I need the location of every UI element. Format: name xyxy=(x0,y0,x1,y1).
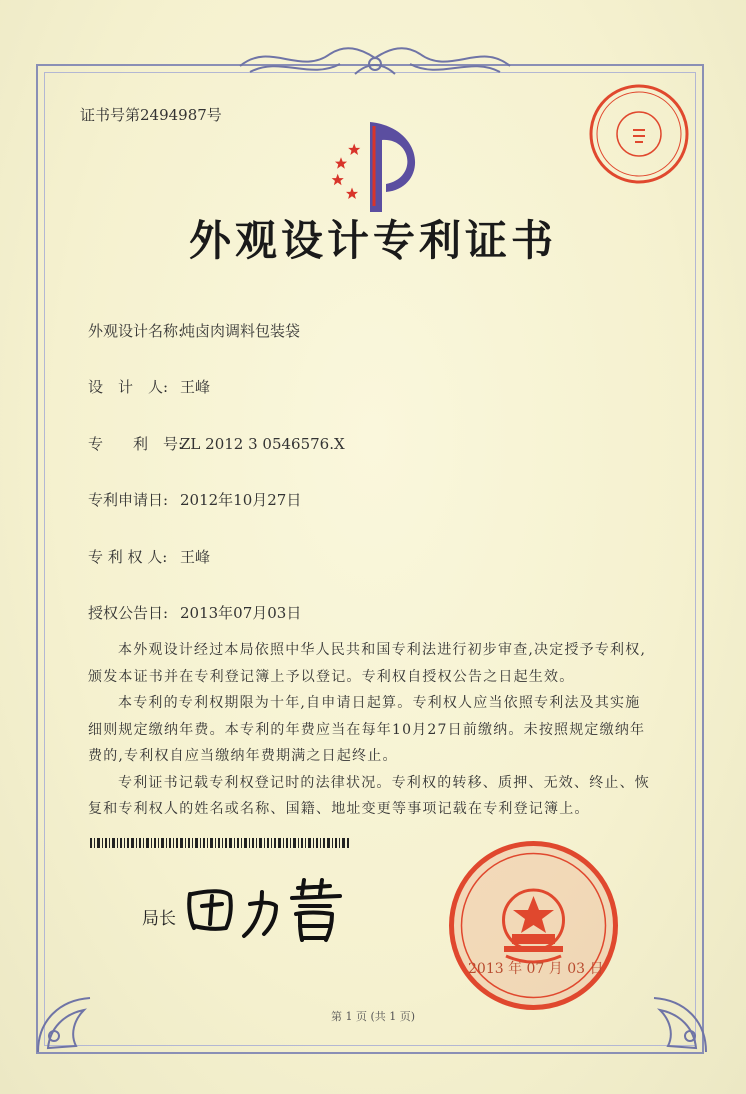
seal-date: 2013 年 07 月 03 日 xyxy=(468,961,604,977)
official-seal xyxy=(446,838,621,1013)
page-number: 第 1 页 (共 1 页) xyxy=(330,1010,416,1023)
certificate-title: 外观设计专利证书 xyxy=(188,216,557,265)
field-value: 2013年07月03日 xyxy=(180,604,302,622)
field-label: 设 计 人: xyxy=(88,378,169,396)
body-paragraph: 本专利的专利权期限为十年,自申请日起算。专利权人应当依照专利法及其实施细则规定缴纳年费。本专利的年费应当在每年10月27日前缴纳。未按照规定缴纳年费的,专利权自应当缴纳年费期满之日起终止。 xyxy=(88,695,646,764)
field-patentee xyxy=(88,546,210,567)
corner-ornament-right xyxy=(644,990,714,1060)
field-designer xyxy=(88,376,210,397)
field-patent-number xyxy=(88,433,345,454)
small-red-seal xyxy=(585,80,693,188)
field-label: 授权公告日: xyxy=(88,604,169,622)
field-application-date xyxy=(88,489,301,510)
field-value: 2012年10月27日 xyxy=(180,491,302,509)
field-value: ZL 2012 3 0546576.X xyxy=(180,435,345,453)
patent-office-logo xyxy=(308,116,438,216)
top-ornament xyxy=(230,36,520,82)
field-label: 外观设计名称: xyxy=(88,322,184,340)
field-label: 专 利 权 人: xyxy=(88,548,168,566)
body-paragraph: 专利证书记载专利权登记时的法律状况。专利权的转移、质押、无效、终止、恢复和专利权人的姓名或名称、国籍、地址变更等事项记载在专利登记簿上。 xyxy=(88,774,650,817)
corner-ornament-left xyxy=(30,990,100,1060)
field-value: 王峰 xyxy=(180,548,211,566)
field-grant-date xyxy=(88,602,301,623)
certificate-body xyxy=(88,637,653,823)
field-value: 王峰 xyxy=(180,378,211,396)
field-design-name xyxy=(88,320,300,341)
field-label: 专 利 号: xyxy=(88,435,184,453)
certificate-number: 证书号第2494987号 xyxy=(80,106,222,124)
director-label: 局长 xyxy=(142,909,176,929)
field-label: 专利申请日: xyxy=(88,491,169,509)
barcode xyxy=(90,838,350,848)
body-paragraph: 本外观设计经过本局依照中华人民共和国专利法进行初步审查,决定授予专利权,颁发本证书并在专利登记簿上予以登记。专利权自授权公告之日起生效。 xyxy=(88,642,647,685)
director-signature xyxy=(180,876,360,944)
field-value: 炖卤肉调料包装袋 xyxy=(180,322,301,340)
